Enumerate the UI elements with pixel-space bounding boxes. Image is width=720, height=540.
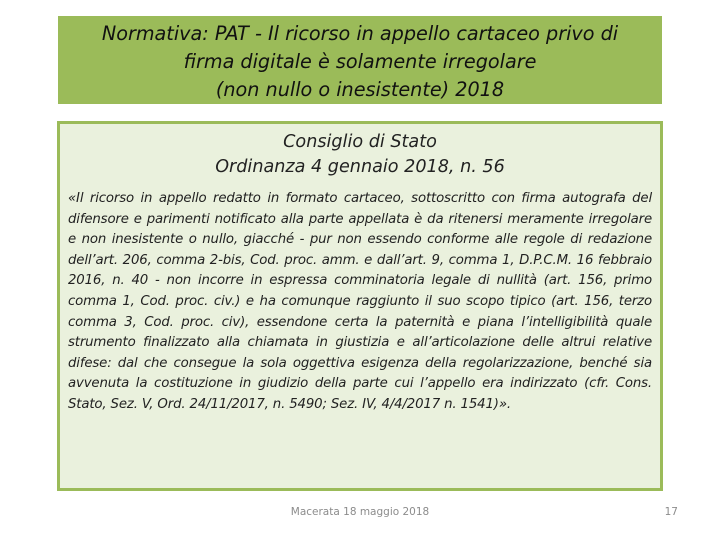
court-name: Consiglio di Stato bbox=[283, 132, 437, 152]
content-heading bbox=[68, 130, 652, 180]
slide-title-line-3: (non nullo o inesistente) 2018 bbox=[215, 78, 505, 101]
ordinance-reference: Ordinanza 4 gennaio 2018, n. 56 bbox=[215, 157, 505, 177]
slide-title-line-1: Normativa: PAT - Il ricorso in appello cartaceo privo di bbox=[101, 22, 619, 45]
footer-text: Macerata 18 maggio 2018 bbox=[290, 506, 430, 518]
slide-title-box bbox=[58, 16, 662, 104]
quoted-ruling-text: «Il ricorso in appello redatto in formato cartaceo, sottoscritto con firma autografa del difensore e parimenti notificato alla parte appellata è da ritenersi meramente irregolare e non inesistente o nullo, giacché - pur non essendo conforme alle regole di redazione dell’art. 206, comma 2-bis, Cod. proc. amm. e dall’art. 9, comma 1, D.P.C.M. 16 febbraio 2016, n. 40 - non incorre in espressa comminatoria legale di nullità (art. 156, primo comma 1, Cod. proc. civ.) e ha comunque raggiunto il suo scopo tipico (art. 156, terzo comma 3, Cod. proc. civ), essendone certa la paternità e piana l’intelligibilità quale strumento finalizzato alla chiamata in giustizia e all’articolazione delle altrui relative difese: dal che consegue la sola oggettiva esigenza della regolarizzazione, benché sia avvenuta la costituzione in giudizio della parte cui l’appello era indirizzato (cfr. Cons. Stato, Sez. V, Ord. 24/11/2017, n. 5490; Sez. IV, 4/4/2017 n. 1541)». bbox=[68, 191, 652, 412]
slide-title-line-2: firma digitale è solamente irregolare bbox=[183, 50, 537, 73]
content-box bbox=[57, 121, 663, 491]
page-number: 17 bbox=[664, 506, 678, 518]
